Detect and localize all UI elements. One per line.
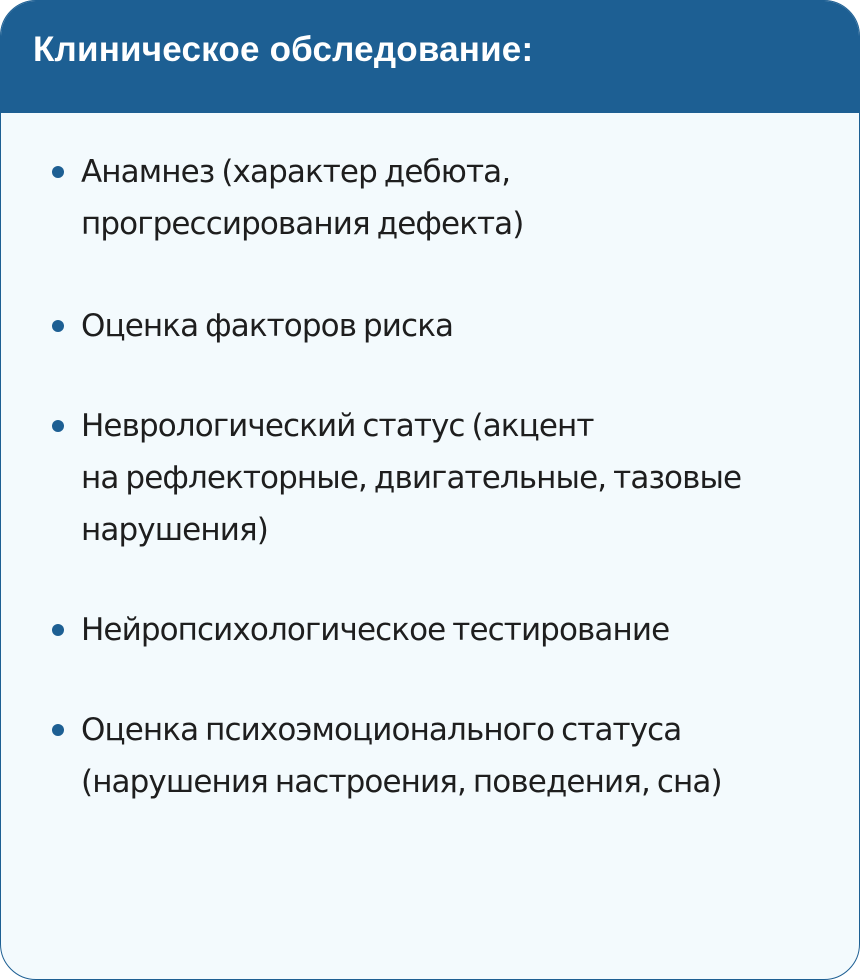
list-item-risk-factors [1,300,859,352]
list-item-text: Неврологический статус (акцент [81,408,594,444]
examination-list [1,146,859,856]
list-item-psychoemotional-status [1,704,859,808]
list-item-text: Оценка факторов риска [81,308,454,344]
bullet-icon [52,724,64,736]
card-header [1,1,859,113]
list-item-anamnesis [1,146,859,250]
list-item-neuropsychological-testing [1,604,859,656]
bullet-icon [52,624,64,636]
bullet-icon [52,320,64,332]
list-item-text: Оценка психоэмоционального статуса [81,712,682,748]
card-title: Клиническое обследование: [33,30,534,69]
list-item-text: прогрессирования дефекта) [81,206,524,242]
bullet-icon [52,420,64,432]
list-item-neurological-status [1,400,859,556]
list-item-text: нарушения) [81,512,268,548]
list-item-text: на рефлекторные, двигательные, тазовые [81,460,742,496]
list-item-text: (нарушения настроения, поведения, сна) [81,764,722,800]
list-item-text: Анамнез (характер дебюта, [81,154,511,190]
list-item-text: Нейропсихологическое тестирование [81,612,670,648]
bullet-icon [52,166,64,178]
